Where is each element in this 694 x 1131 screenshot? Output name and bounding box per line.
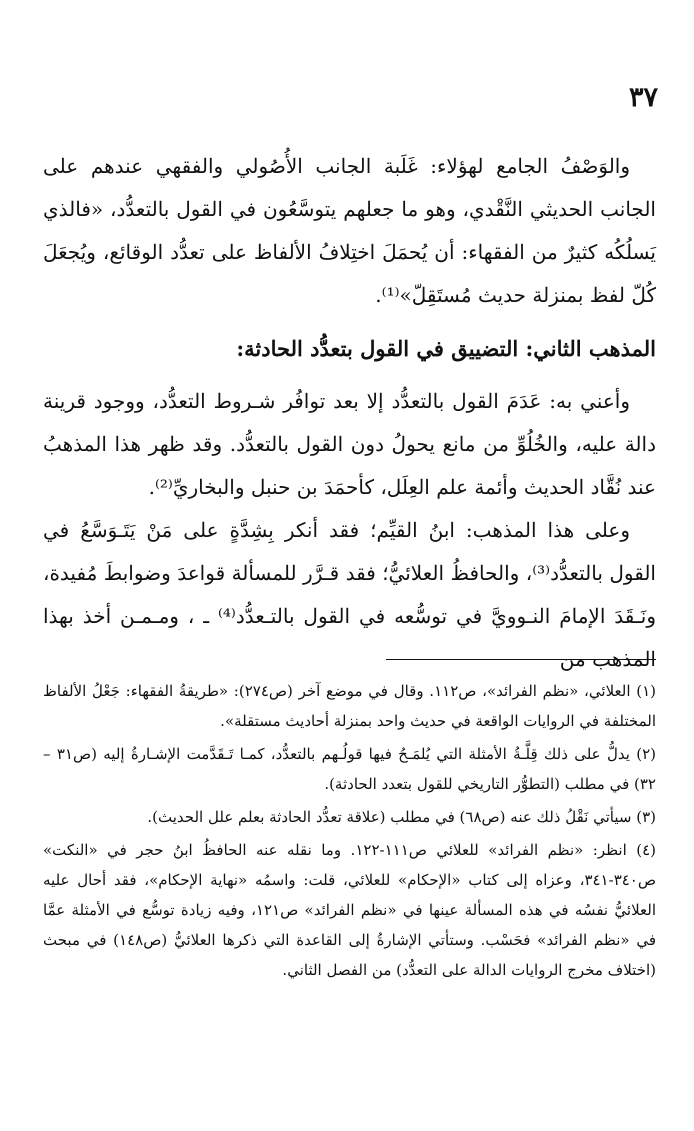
footnote-4: (٤) انظر: «نظم الفرائد» للعلائي ص١١١-١٢٢. وما نقله عنه الحافظُ ابنُ حجر في «النكت» ص٣٤٠-٣٤١، وعزاه إلى كتاب «الإحكام» للعلائي، قلت: واسمُه «نهاية الإحكام»، فقد أحال عليه العلائيُّ نفسُه في هذه المسألة عينها في «نظم الفرائد» ص١٢١، وفيه زيادة توسُّع في الأمثلة عمَّا في «نظم الفرائد» فحَسْب. وستأتي الإشارةُ إلى القاعدة التي ذكرها العلائيُّ (ص١٤٨) في مبحث (اختلاف مخرج الروايات الدالة على التعدُّد) من الفصل الثاني. xyxy=(43,841,657,979)
paragraph-description: والوَصْفُ الجامع لهؤلاء: غَلَبة الجانب الأُصُولي والفقهي عندهم على الجانب الحديثي النَّقْدي، وهو ما جعلهم يتوسَّعُون في القول بالتعدُّد، «فالذي يَسلُكُه كثيرٌ من الفقهاء: أن يُحمَلَ اختِلافُ الألفاظ على تعدُّد الوقائع، ويُجعَلَ كُلّ لفظ بمنزلة حديث مُستَقِلّ»⁽¹⁾. xyxy=(43,154,656,307)
paragraph-adherents: وعلى هذا المذهب: ابنُ القيِّم؛ فقد أنكر بِشِدَّةٍ على مَنْ يَتَـوَسَّعُ في القول بالتعدُّد⁽³⁾، والحافظُ العلائيُّ؛ فقد قـرَّر للمسألة قواعدَ وضوابطَ مُفيدة، ونَـقَدَ الإمامَ النـوويَّ في توسُّعه في القول بالتـعدُّد⁽⁴⁾ ـ ، ومـمـن أخذ بهذا المذهب من xyxy=(43,518,656,671)
section-heading: المذهب الثاني: التضييق في القول بتعدُّد الحادثة: xyxy=(236,336,656,361)
footnote-2: (٢) يدلُّ على ذلك قِلَّـةُ الأمثلة التي يُلمَـحُ فيها قولُـهم بالتعدُّد، كمـا تَـقَدَّمت الإشـارةُ إليه (ص٣١ – ٣٢) في مطلب (التطوُّر التاريخي للقول بتعدد الحادثة). xyxy=(43,745,656,793)
paragraph-definition: وأعني به: عَدَمَ القول بالتعدُّد إلا بعد توافُر شـروط التعدُّد، ووجود قرينة دالة عليه، والخُلُوِّ من مانع يحولُ دون القول بالتعدُّد. وقد ظهر هذا المذهبُ عند نُقَّاد الحديث وأئمة علم العِلَل، كأحمَدَ بن حنبل والبخاريِّ⁽²⁾. xyxy=(43,389,656,499)
footnote-3: (٣) سيأتي نَقْلُ ذلك عنه (ص٦٨) في مطلب (علاقة تعدُّد الحادثة بعلم علل الحديث). xyxy=(147,808,656,826)
footnotes xyxy=(43,676,656,988)
page-number: ٣٧ xyxy=(628,82,658,113)
footnote-1: (١) العلائي، «نظم الفرائد»، ص١١٢. وقال في موضع آخر (ص٢٧٤): «طريقةُ الفقهاء: جَعْلُ الألفاظ المختلفة في الروايات الواقعة في حديث واحد بمنزلة أحاديث مستقلة». xyxy=(43,682,656,730)
footnote-divider xyxy=(386,659,656,660)
main-text xyxy=(43,145,656,681)
